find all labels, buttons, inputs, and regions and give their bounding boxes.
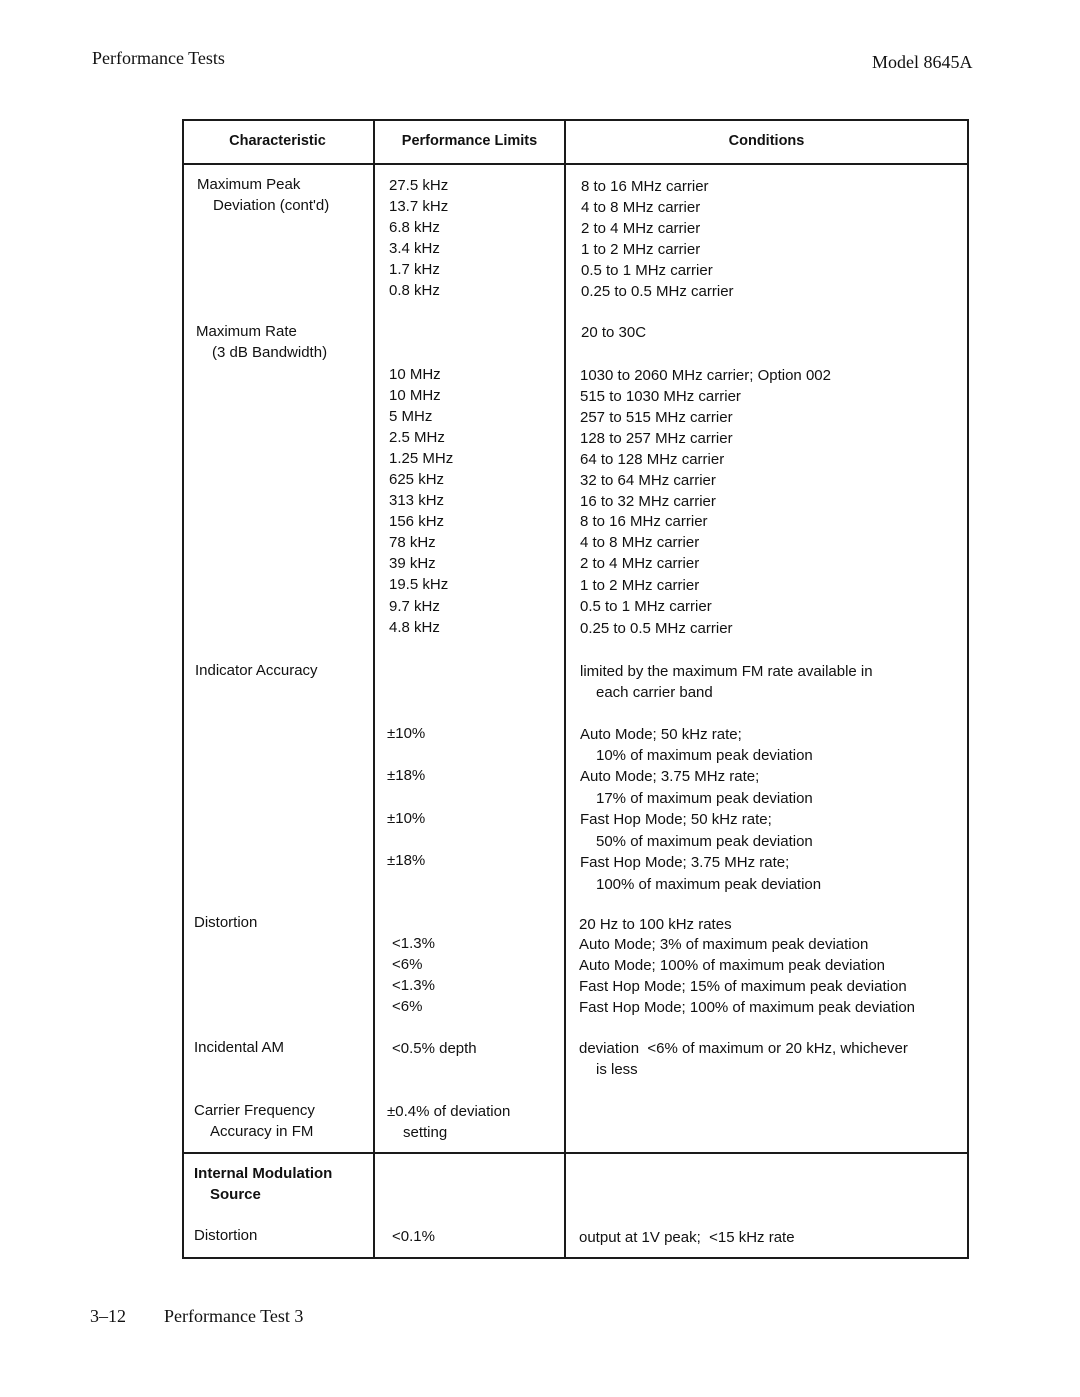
condition-cell: output at 1V peak; <15 kHz rate	[579, 1229, 795, 1246]
limit-cell: ±18%	[387, 852, 426, 869]
limit-cell: <1.3%	[392, 977, 435, 994]
column-divider-2	[564, 119, 566, 1259]
condition-cell: 2 to 4 MHz carrier	[580, 555, 700, 572]
condition-note: each carrier band	[596, 684, 713, 701]
condition-cell: 0.5 to 1 MHz carrier	[581, 262, 713, 279]
condition-cell: 128 to 257 MHz carrier	[580, 430, 733, 447]
char-distortion: Distortion	[194, 914, 258, 931]
limit-cell: 78 kHz	[389, 534, 436, 551]
condition-cell: Fast Hop Mode; 3.75 MHz rate;	[580, 854, 790, 871]
limit-cell: 9.7 kHz	[389, 598, 440, 615]
limit-cell: 10 MHz	[389, 387, 441, 404]
condition-cell: 1030 to 2060 MHz carrier; Option 002	[580, 367, 831, 384]
condition-cell: 16 to 32 MHz carrier	[580, 493, 716, 510]
condition-cell: 1 to 2 MHz carrier	[580, 577, 700, 594]
condition-cell: Fast Hop Mode; 100% of maximum peak deviation	[579, 999, 915, 1016]
condition-temp: 20 to 30C	[581, 324, 647, 341]
column-divider-1	[373, 119, 375, 1259]
condition-cell: 1 to 2 MHz carrier	[581, 241, 701, 258]
header-row-divider	[182, 163, 969, 165]
limit-cell: <1.3%	[392, 935, 435, 952]
condition-cell: 10% of maximum peak deviation	[596, 747, 813, 764]
condition-cell: 64 to 128 MHz carrier	[580, 451, 725, 468]
limit-cell: 19.5 kHz	[389, 576, 449, 593]
char-incidental-am: Incidental AM	[194, 1039, 285, 1056]
limit-cell: 2.5 MHz	[389, 429, 445, 446]
limit-cell: ±18%	[387, 767, 426, 784]
limit-cell: <0.5% depth	[392, 1040, 477, 1057]
spec-table	[182, 119, 969, 1259]
limit-cell: 13.7 kHz	[389, 198, 449, 215]
limit-cell: 6.8 kHz	[389, 219, 440, 236]
condition-cell: 100% of maximum peak deviation	[596, 876, 822, 893]
condition-cell: 0.25 to 0.5 MHz carrier	[580, 620, 733, 637]
section-internal-modulation-2: Source	[210, 1186, 261, 1203]
limit-cell: ±10%	[387, 725, 426, 742]
condition-cell: 4 to 8 MHz carrier	[581, 199, 701, 216]
condition-cell: 4 to 8 MHz carrier	[580, 534, 700, 551]
limit-cell: <6%	[392, 956, 423, 973]
condition-cell: Auto Mode; 3% of maximum peak deviation	[579, 936, 869, 953]
col-header-performance-limits: Performance Limits	[401, 133, 538, 149]
limit-cell: 0.8 kHz	[389, 282, 440, 299]
limit-cell: 313 kHz	[389, 492, 445, 509]
limit-cell: setting	[403, 1124, 448, 1141]
footer	[90, 1306, 303, 1327]
col-header-conditions: Conditions	[728, 133, 805, 149]
section-internal-modulation-1: Internal Modulation	[194, 1165, 333, 1182]
char-max-peak-1: Maximum Peak	[197, 176, 301, 193]
char-indicator-accuracy: Indicator Accuracy	[195, 662, 318, 679]
condition-cell: deviation <6% of maximum or 20 kHz, whichever	[579, 1040, 908, 1057]
condition-cell: Auto Mode; 100% of maximum peak deviation	[579, 957, 885, 974]
condition-note: limited by the maximum FM rate available in	[580, 663, 873, 680]
condition-cell: 0.5 to 1 MHz carrier	[580, 598, 712, 615]
limit-cell: 1.7 kHz	[389, 261, 440, 278]
limit-cell: 3.4 kHz	[389, 240, 440, 257]
page-number: 3–12	[90, 1306, 126, 1326]
char-max-rate-2: (3 dB Bandwidth)	[212, 344, 328, 361]
limit-cell: 1.25 MHz	[389, 450, 454, 467]
condition-cell: 8 to 16 MHz carrier	[581, 178, 709, 195]
condition-cell: 2 to 4 MHz carrier	[581, 220, 701, 237]
condition-cell: Auto Mode; 50 kHz rate;	[580, 726, 742, 743]
limit-cell: 625 kHz	[389, 471, 445, 488]
condition-cell: 257 to 515 MHz carrier	[580, 409, 733, 426]
limit-cell: 27.5 kHz	[389, 177, 449, 194]
header-model: Model 8645A	[872, 52, 973, 72]
condition-cell: Auto Mode; 3.75 MHz rate;	[580, 768, 760, 785]
condition-cell: Fast Hop Mode; 15% of maximum peak deviation	[579, 978, 907, 995]
header-section-title: Performance Tests	[92, 48, 225, 68]
limit-cell: 10 MHz	[389, 366, 441, 383]
footer-title: Performance Test 3	[164, 1306, 304, 1326]
limit-cell: 156 kHz	[389, 513, 445, 530]
condition-cell: Fast Hop Mode; 50 kHz rate;	[580, 811, 772, 828]
limit-cell: <0.1%	[392, 1228, 435, 1245]
limit-cell: ±0.4% of deviation	[387, 1103, 511, 1120]
condition-cell: is less	[596, 1061, 638, 1078]
char-max-rate-1: Maximum Rate	[196, 323, 297, 340]
col-header-characteristic: Characteristic	[229, 133, 326, 149]
limit-cell: 5 MHz	[389, 408, 433, 425]
condition-cell: 50% of maximum peak deviation	[596, 833, 813, 850]
section-divider	[182, 1152, 969, 1154]
condition-cell: 32 to 64 MHz carrier	[580, 472, 716, 489]
char-internal-distortion: Distortion	[194, 1227, 258, 1244]
limit-cell: 39 kHz	[389, 555, 436, 572]
condition-cell: 8 to 16 MHz carrier	[580, 513, 708, 530]
limit-cell: ±10%	[387, 810, 426, 827]
limit-cell: 4.8 kHz	[389, 619, 440, 636]
condition-cell: 0.25 to 0.5 MHz carrier	[581, 283, 734, 300]
condition-cell: 515 to 1030 MHz carrier	[580, 388, 741, 405]
limit-cell: <6%	[392, 998, 423, 1015]
condition-cell: 17% of maximum peak deviation	[596, 790, 813, 807]
char-max-peak-2: Deviation (cont'd)	[213, 197, 330, 214]
condition-note: 20 Hz to 100 kHz rates	[579, 916, 732, 933]
char-carrier-frequency-2: Accuracy in FM	[210, 1123, 314, 1140]
char-carrier-frequency-1: Carrier Frequency	[194, 1102, 315, 1119]
